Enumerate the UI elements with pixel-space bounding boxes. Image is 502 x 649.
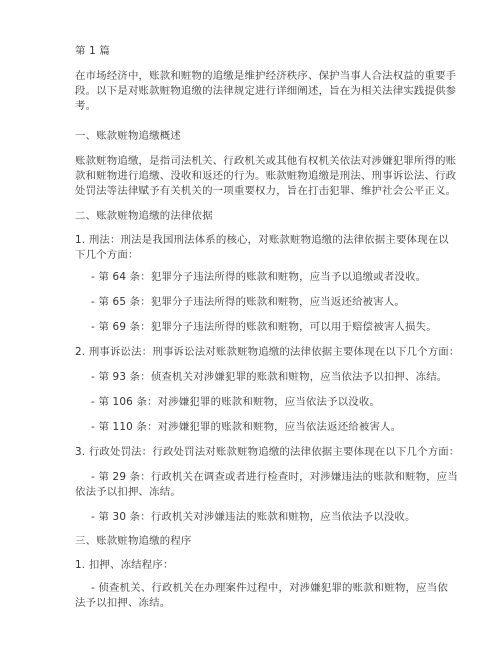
paragraph-line: 依法予以扣押、冻结。	[75, 486, 181, 498]
paragraph-line: 下几个方面：	[75, 249, 139, 261]
document-title: 第 1 篇	[75, 45, 110, 57]
paragraph-line: 款和赃物进行追缴、没收和返还的行为。账款赃物追缴是刑法、刑事诉讼法、行政	[75, 170, 457, 182]
paragraph-line: 法予以扣押、冻结。	[75, 597, 171, 609]
bullet-item: - 第 110 条：对涉嫌犯罪的账款和赃物，应当依法返还给被害人。	[91, 421, 402, 433]
bullet-item: - 第 93 条：侦查机关对涉嫌犯罪的账款和赃物，应当依法予以扣押、冻结。	[91, 371, 448, 383]
paragraph-line: 处罚法等法律赋予有关机关的一项重要权力，旨在打击犯罪、维护社会公平正义。	[75, 185, 457, 197]
bullet-item: - 侦查机关、行政机关在办理案件过程中，对涉嫌犯罪的账款和赃物，应当依	[91, 582, 448, 594]
bullet-item: - 第 29 条：行政机关在调查或者进行检查时，对涉嫌违法的账款和赃物，应当	[91, 471, 458, 483]
bullet-item: - 第 106 条：对涉嫌犯罪的账款和赃物，应当依法予以没收。	[91, 396, 381, 408]
paragraph-line: 考。	[75, 100, 97, 112]
paragraph-line: 账款赃物追缴，是指司法机关、行政机关或其他有权机关依法对涉嫌犯罪所得的账	[75, 155, 457, 167]
numbered-item: 1. 扣押、冻结程序：	[75, 559, 174, 571]
bullet-item: - 第 64 条：犯罪分子违法所得的账款和赃物，应当予以追缴或者没收。	[91, 271, 427, 283]
bullet-item: - 第 30 条：行政机关对涉嫌违法的账款和赃物，应当依法予以没收。	[91, 511, 416, 523]
paragraph-line: 段。以下是对账款赃物追缴的法律规定进行详细阐述，旨在为相关法律实践提供参	[75, 85, 457, 97]
section-heading: 一、账款赃物追缴概述	[75, 130, 181, 142]
section-heading: 三、账款赃物追缴的程序	[75, 535, 192, 547]
section-heading: 二、账款赃物追缴的法律依据	[75, 210, 213, 222]
numbered-item: 2. 刑事诉讼法：刑事诉讼法对账款赃物追缴的法律依据主要体现在以下几个方面：	[75, 346, 460, 358]
numbered-item: 3. 行政处罚法：行政处罚法对账款赃物追缴的法律依据主要体现在以下几个方面：	[75, 446, 460, 458]
bullet-item: - 第 69 条：犯罪分子违法所得的账款和赃物，可以用于赔偿被害人损失。	[91, 321, 437, 333]
paragraph-line: 在市场经济中，账款和赃物的追缴是维护经济秩序、保护当事人合法权益的重要手	[75, 70, 457, 82]
numbered-item: 1. 刑法：刑法是我国刑法体系的核心，对账款赃物追缴的法律依据主要体现在以	[75, 234, 449, 246]
bullet-item: - 第 65 条：犯罪分子违法所得的账款和赃物，应当返还给被害人。	[91, 296, 406, 308]
